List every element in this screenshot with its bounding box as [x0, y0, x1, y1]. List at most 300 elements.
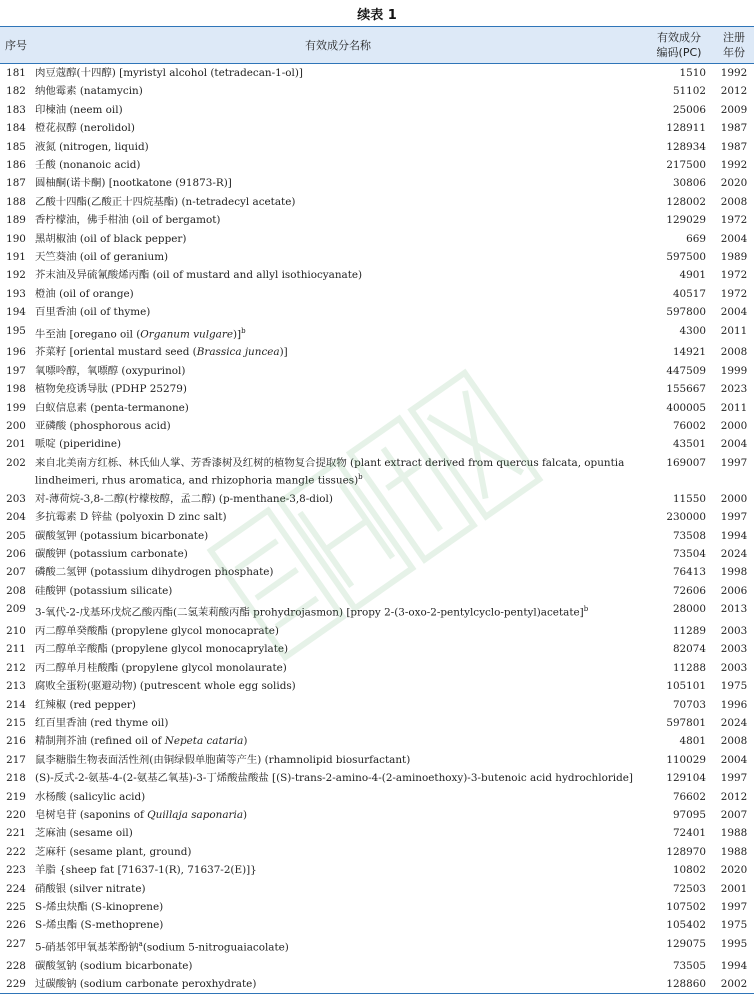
registration-year: 2011 [720, 324, 748, 337]
pc-code: 107502 [666, 900, 706, 913]
table-row [0, 545, 754, 563]
pc-code: 128002 [666, 195, 706, 208]
ingredient-name [32, 898, 644, 916]
ingredient-name [32, 156, 644, 174]
footnote-marker: b [241, 326, 246, 335]
pc-code: 4300 [679, 324, 706, 337]
ingredient-name [32, 285, 644, 303]
table-header [0, 27, 754, 64]
table-row [0, 454, 754, 490]
pc-code: 155667 [666, 383, 706, 396]
table-row [0, 769, 754, 787]
row-number: 229 [0, 975, 32, 994]
row-number: 219 [6, 790, 26, 803]
pc-code: 169007 [666, 456, 706, 469]
table-row [0, 843, 754, 861]
pc-code: 76602 [672, 790, 706, 803]
ingredient-name-text: 乙酸十四酯(乙酸正十四烷基酯) (n-tetradecyl acetate) [35, 195, 296, 208]
row-number: 227 [6, 937, 26, 950]
registration-year: 1997 [720, 900, 748, 913]
ingredient-name-text: 硅酸钾 (potassium silicate) [35, 584, 173, 597]
ingredient-name-text: )] [233, 328, 242, 341]
ingredient-name [32, 303, 644, 321]
ingredient-name-text: )] [279, 346, 288, 359]
ingredient-name-text: 肉豆蔻醇(十四醇) [myristyl alcohol (tetradecan-1-ol)] [35, 67, 303, 80]
table-row [0, 563, 754, 581]
ingredient-name-text: 哌啶 (piperidine) [35, 438, 122, 451]
ingredient-name-text: 印楝油 (neem oil) [35, 103, 123, 116]
ingredient-name [32, 935, 644, 957]
table-body [0, 64, 754, 994]
ingredient-name-text: 圆柚酮(诺卡酮) [nootkatone (91873-R)] [35, 177, 232, 190]
registration-year: 1972 [720, 214, 748, 227]
table-row [0, 343, 754, 361]
pc-code: 217500 [666, 159, 706, 172]
pc-code: 76002 [672, 419, 706, 432]
table-row [0, 622, 754, 640]
ingredient-name-text: 橙花叔醇 (nerolidol) [35, 122, 135, 135]
row-number: 181 [6, 67, 26, 80]
ingredient-name-text: 丙二醇单辛酸酯 (propylene glycol monocaprylate) [35, 643, 289, 656]
ingredient-name-text: 芝麻油 (sesame oil) [35, 827, 133, 840]
ingredient-name-text: 过碳酸钠 (sodium carbonate peroxhydrate) [35, 977, 257, 990]
row-number: 182 [6, 85, 26, 98]
row-number: 197 [6, 364, 26, 377]
ingredient-name-text: 亚磷酸 (phosphorous acid) [35, 419, 171, 432]
ingredient-name-text: 硝酸银 (silver nitrate) [35, 882, 146, 895]
pc-code: 30806 [672, 177, 706, 190]
ingredient-name-text: S-烯虫炔酯 (S-kinoprene) [35, 900, 164, 913]
pc-code: 105101 [666, 680, 706, 693]
ingredient-name [32, 82, 644, 100]
row-number: 218 [6, 772, 26, 785]
ingredient-name [32, 975, 644, 994]
table-row [0, 266, 754, 284]
ingredient-name [32, 266, 644, 284]
table-row [0, 64, 754, 83]
pc-code: 11288 [672, 661, 706, 674]
registration-year: 2003 [720, 661, 748, 674]
ingredient-name [32, 582, 644, 600]
registration-year: 2008 [720, 735, 748, 748]
table-row [0, 956, 754, 974]
registration-year: 1995 [720, 937, 748, 950]
ingredient-latin-name: Quillaja saponaria [147, 808, 244, 821]
table-row [0, 156, 754, 174]
registration-year: 2024 [720, 548, 748, 560]
registration-year: 2006 [720, 584, 748, 597]
table-row [0, 659, 754, 677]
pc-code: 110029 [666, 753, 706, 766]
row-number: 214 [6, 698, 26, 711]
table-row [0, 696, 754, 714]
ingredient-name-text: 腐败全蛋粉(驱避动物) (putrescent whole egg solids) [35, 680, 296, 693]
ingredient-name-text: 天竺葵油 (oil of geranium) [35, 251, 169, 263]
registration-year: 2004 [720, 306, 748, 319]
row-number: 184 [6, 122, 26, 135]
row-number: 186 [6, 159, 26, 172]
ingredient-name [32, 508, 644, 526]
pc-code: 597500 [666, 251, 706, 263]
pc-code: 82074 [672, 643, 706, 656]
registration-year: 1997 [720, 772, 748, 785]
ingredient-latin-name: Brassica juncea [196, 346, 280, 359]
table-row [0, 380, 754, 398]
table-row [0, 714, 754, 732]
registration-year: 1992 [720, 159, 748, 172]
ingredient-name-text: 3-氧代-2-戊基环戊烷乙酸丙酯(二氢茉莉酸丙酯 prohydrojasmon) [propy 2-(3-oxo-2-pentylcyclo-pentyl)acetate] [35, 606, 584, 619]
ingredient-name [32, 600, 644, 622]
registration-year: 2009 [720, 103, 748, 116]
pc-code: 51102 [672, 85, 706, 98]
registration-year: 2008 [720, 346, 748, 359]
registration-year: 2012 [720, 85, 748, 98]
row-number: 193 [6, 287, 26, 300]
ingredient-name [32, 101, 644, 119]
row-number: 202 [6, 456, 26, 469]
pc-code: 97095 [672, 808, 706, 821]
ingredient-name [32, 174, 644, 192]
ingredient-name [32, 806, 644, 824]
table-row [0, 362, 754, 380]
table-row [0, 677, 754, 695]
pc-code: 70703 [672, 698, 706, 711]
row-number: 196 [6, 346, 26, 359]
registration-year: 2020 [720, 177, 748, 190]
row-number: 208 [6, 584, 26, 597]
ingredient-name [32, 230, 644, 248]
pc-code: 4801 [679, 735, 706, 748]
pc-code: 73508 [672, 529, 706, 542]
pc-code: 1510 [679, 67, 706, 80]
table-row [0, 174, 754, 192]
ingredient-name [32, 399, 644, 417]
row-number: 210 [6, 625, 26, 638]
pc-code: 128911 [666, 122, 706, 135]
row-number: 228 [6, 959, 26, 972]
registration-year: 1997 [720, 456, 748, 469]
ingredient-name-text: 植物免疫诱导肽 (PDHP 25279) [35, 383, 187, 396]
registration-year: 1989 [720, 251, 748, 263]
ingredient-name [32, 677, 644, 695]
pc-code: 447509 [666, 364, 706, 377]
row-number: 199 [6, 401, 26, 414]
row-number: 226 [6, 919, 26, 932]
ingredient-name [32, 321, 644, 343]
ingredient-name-text: S-烯虫酯 (S-methoprene) [35, 919, 164, 932]
ingredient-name [32, 563, 644, 581]
table-row [0, 600, 754, 622]
pc-code: 4901 [679, 269, 706, 282]
pc-code: 14921 [672, 346, 706, 359]
row-number: 194 [6, 306, 26, 319]
row-number: 201 [6, 438, 26, 451]
table-row [0, 101, 754, 119]
header-pc-line2: 编码(PC) [656, 46, 702, 59]
registration-year: 2001 [720, 882, 748, 895]
table-row [0, 527, 754, 545]
pc-code: 597800 [666, 306, 706, 319]
ingredient-name [32, 490, 644, 508]
active-ingredient-table [0, 26, 754, 994]
row-number: 220 [6, 808, 26, 821]
ingredient-name [32, 622, 644, 640]
ingredient-name-text: 芝麻秆 (sesame plant, ground) [35, 845, 192, 858]
ingredient-name-text: (S)-反式-2-氨基-4-(2-氨基乙氧基)-3-丁烯酸盐酸盐 [(S)-trans-2-amino-4-(2-aminoethoxy)-3-butenoic acid hydrochloride] [35, 772, 633, 785]
table-row [0, 417, 754, 435]
pc-code: 72401 [672, 827, 706, 840]
pc-code: 43501 [672, 438, 706, 451]
ingredient-name-text: 羊脂 {sheep fat [71637-1(R), 71637-2(E)]} [35, 864, 257, 877]
ingredient-name-text: 水杨酸 (salicylic acid) [35, 790, 146, 803]
ingredient-name [32, 119, 644, 137]
pc-code: 597801 [666, 716, 706, 729]
ingredient-name-text: 百里香油 (oil of thyme) [35, 306, 151, 319]
row-number: 192 [6, 269, 26, 282]
registration-year: 1972 [720, 287, 748, 300]
table-row [0, 898, 754, 916]
ingredient-name [32, 248, 644, 266]
table-row [0, 138, 754, 156]
row-number: 212 [6, 661, 26, 674]
ingredient-name-text: 氧嘌呤醇，氧嘌醇 (oxypurinol) [35, 364, 186, 377]
registration-year: 2003 [720, 643, 748, 656]
table-row [0, 861, 754, 879]
ingredient-latin-name: Organum vulgare [140, 328, 233, 341]
header-ingredient-name: 有效成分名称 [32, 27, 644, 64]
pc-code: 40517 [672, 287, 706, 300]
row-number: 207 [6, 566, 26, 579]
registration-year: 2004 [720, 753, 748, 766]
ingredient-name [32, 861, 644, 879]
header-number: 序号 [0, 27, 32, 64]
ingredient-name-text: 5-硝基邻甲氧基苯酚钠 [35, 941, 139, 954]
ingredient-name-text: 白蚁信息素 (penta-termanone) [35, 401, 189, 414]
ingredient-name-text: 丙二醇单癸酸酯 (propylene glycol monocaprate) [35, 625, 279, 638]
ingredient-name-text: 壬酸 (nonanoic acid) [35, 159, 141, 172]
table-row [0, 582, 754, 600]
registration-year: 1988 [720, 845, 748, 858]
table-row [0, 211, 754, 229]
ingredient-name [32, 64, 644, 83]
ingredient-name [32, 769, 644, 787]
table-row [0, 824, 754, 842]
ingredient-name-text: 鼠李糖脂生物表面活性剂(由铜绿假单胞菌等产生) (rhamnolipid biosurfactant) [35, 753, 411, 766]
row-number: 206 [6, 548, 26, 560]
table-row [0, 975, 754, 994]
footnote-marker: b [583, 605, 589, 614]
registration-year: 2000 [720, 419, 748, 432]
registration-year: 2004 [720, 438, 748, 451]
row-number: 191 [6, 251, 26, 263]
ingredient-name-text: 橙油 (oil of orange) [35, 287, 134, 300]
pc-code: 129104 [666, 772, 706, 785]
pc-code: 11289 [672, 625, 706, 638]
pc-code: 28000 [672, 603, 706, 616]
ingredient-name [32, 211, 644, 229]
table-row [0, 787, 754, 805]
table-row [0, 285, 754, 303]
registration-year: 2013 [720, 603, 748, 616]
pc-code: 230000 [666, 511, 706, 524]
ingredient-name-text: 红辣椒 (red pepper) [35, 698, 136, 711]
table-row [0, 119, 754, 137]
ingredient-name-text: ) [243, 808, 248, 821]
ingredient-name [32, 380, 644, 398]
pc-code: 72606 [672, 584, 706, 597]
pc-code: 25006 [672, 103, 706, 116]
row-number: 189 [6, 214, 26, 227]
row-number: 211 [6, 643, 26, 656]
pc-code: 128934 [666, 140, 706, 153]
row-number: 223 [6, 864, 26, 877]
registration-year: 1992 [720, 67, 748, 80]
registration-year: 1975 [720, 680, 748, 693]
pc-code: 400005 [666, 401, 706, 414]
row-number: 205 [6, 529, 26, 542]
table-row [0, 806, 754, 824]
ingredient-name-text: 丙二醇单月桂酸酯 (propylene glycol monolaurate) [35, 661, 287, 674]
ingredient-name-text: 纳他霉素 (natamycin) [35, 85, 143, 98]
registration-year: 1997 [720, 511, 748, 524]
footnote-marker: a [138, 939, 143, 948]
ingredient-name [32, 824, 644, 842]
table-row [0, 879, 754, 897]
registration-year: 2011 [720, 401, 748, 414]
ingredient-name [32, 417, 644, 435]
ingredient-name-text: 碳酸钾 (potassium carbonate) [35, 548, 188, 560]
ingredient-name-text: 多抗霉素 D 锌盐 (polyoxin D zinc salt) [35, 511, 227, 524]
ingredient-name [32, 527, 644, 545]
ingredient-name [32, 956, 644, 974]
ingredient-latin-name: Nepeta cataria [164, 735, 244, 748]
row-number: 204 [6, 511, 26, 524]
registration-year: 1994 [720, 959, 748, 972]
table-row [0, 732, 754, 750]
row-number: 200 [6, 419, 26, 432]
ingredient-name-text: 香柠檬油，佛手柑油 (oil of bergamot) [35, 214, 221, 227]
ingredient-name-text: 精制荆芥油 (refined oil of [35, 735, 165, 748]
row-number: 188 [6, 195, 26, 208]
pc-code: 129075 [666, 937, 706, 950]
pc-code: 10802 [672, 864, 706, 877]
row-number: 221 [6, 827, 26, 840]
ingredient-name-text: 碳酸氢钾 (potassium bicarbonate) [35, 529, 209, 542]
pc-code: 73505 [672, 959, 706, 972]
row-number: 185 [6, 140, 26, 153]
row-number: 203 [6, 492, 26, 505]
ingredient-name [32, 435, 644, 453]
ingredient-name-text: ) [243, 735, 248, 748]
ingredient-name [32, 138, 644, 156]
table-row [0, 321, 754, 343]
registration-year: 1998 [720, 566, 748, 579]
row-number: 225 [6, 900, 26, 913]
row-number: 195 [6, 324, 26, 337]
registration-year: 1996 [720, 698, 748, 711]
ingredient-name-text: 来自北美南方红栎、林氏仙人掌、芳香漆树及红树的植物复合提取物 (plant extract derived from quercus falcata, opuntia lindheimeri, rhus aromatica, and rhizophoria mangle tissues) [35, 456, 625, 487]
table-row [0, 508, 754, 526]
ingredient-name [32, 193, 644, 211]
pc-code: 128860 [644, 975, 714, 994]
row-number: 217 [6, 753, 26, 766]
registration-year: 2012 [720, 790, 748, 803]
row-number: 213 [6, 680, 26, 693]
ingredient-name-text: 液氮 (nitrogen, liquid) [35, 140, 149, 153]
table-row [0, 399, 754, 417]
pc-code: 129029 [666, 214, 706, 227]
ingredient-name [32, 659, 644, 677]
pc-code: 73504 [672, 548, 706, 560]
row-number: 198 [6, 383, 26, 396]
ingredient-name [32, 732, 644, 750]
registration-year: 2024 [720, 716, 748, 729]
header-registration-year [714, 27, 754, 64]
registration-year: 2004 [720, 232, 748, 245]
ingredient-name [32, 787, 644, 805]
table-row [0, 935, 754, 957]
pc-code: 76413 [672, 566, 706, 579]
table-row [0, 490, 754, 508]
row-number: 222 [6, 845, 26, 858]
pc-code: 105402 [666, 919, 706, 932]
registration-year: 1972 [720, 269, 748, 282]
ingredient-name-text: 对-薄荷烷-3,8-二醇(柠檬桉醇，孟二醇) (p-menthane-3,8-diol) [35, 492, 333, 505]
row-number: 183 [6, 103, 26, 116]
header-pc-code [644, 27, 714, 64]
registration-year: 1988 [720, 827, 748, 840]
pc-code: 72503 [672, 882, 706, 895]
ingredient-name-text: (sodium 5-nitroguaiacolate) [142, 941, 289, 954]
ingredient-name-text: 芥末油及异硫氰酸烯丙酯 (oil of mustard and allyl isothiocyanate) [35, 269, 363, 282]
row-number: 215 [6, 716, 26, 729]
table-row [0, 248, 754, 266]
ingredient-name [32, 714, 644, 732]
ingredient-name-text: 红百里香油 (red thyme oil) [35, 716, 169, 729]
header-pc-line1: 有效成分 [657, 31, 701, 44]
pc-code: 11550 [672, 492, 706, 505]
ingredient-name [32, 916, 644, 934]
header-row [0, 27, 754, 64]
footnote-marker: b [358, 472, 363, 481]
ingredient-name [32, 640, 644, 658]
registration-year: 1987 [720, 140, 748, 153]
row-number: 224 [6, 882, 26, 895]
row-number: 190 [6, 232, 26, 245]
registration-year: 2008 [720, 195, 748, 208]
ingredient-name-text: 芥菜籽 [oriental mustard seed ( [35, 346, 197, 359]
registration-year: 1999 [720, 364, 748, 377]
registration-year: 1994 [720, 529, 748, 542]
row-number: 187 [6, 177, 26, 190]
ingredient-name [32, 879, 644, 897]
registration-year: 2023 [720, 383, 748, 396]
registration-year: 1987 [720, 122, 748, 135]
table-row [0, 640, 754, 658]
table-title: 续表 1 [357, 8, 397, 23]
pc-code: 128970 [666, 845, 706, 858]
table-row [0, 435, 754, 453]
ingredient-name [32, 343, 644, 361]
ingredient-name [32, 751, 644, 769]
ingredient-name [32, 545, 644, 563]
row-number: 216 [6, 735, 26, 748]
header-year-line2: 年份 [723, 46, 745, 59]
ingredient-name-text: 碳酸氢钠 (sodium bicarbonate) [35, 959, 193, 972]
ingredient-name [32, 843, 644, 861]
ingredient-name-text: 牛至油 [oregano oil ( [35, 328, 141, 341]
registration-year: 2007 [720, 808, 748, 821]
